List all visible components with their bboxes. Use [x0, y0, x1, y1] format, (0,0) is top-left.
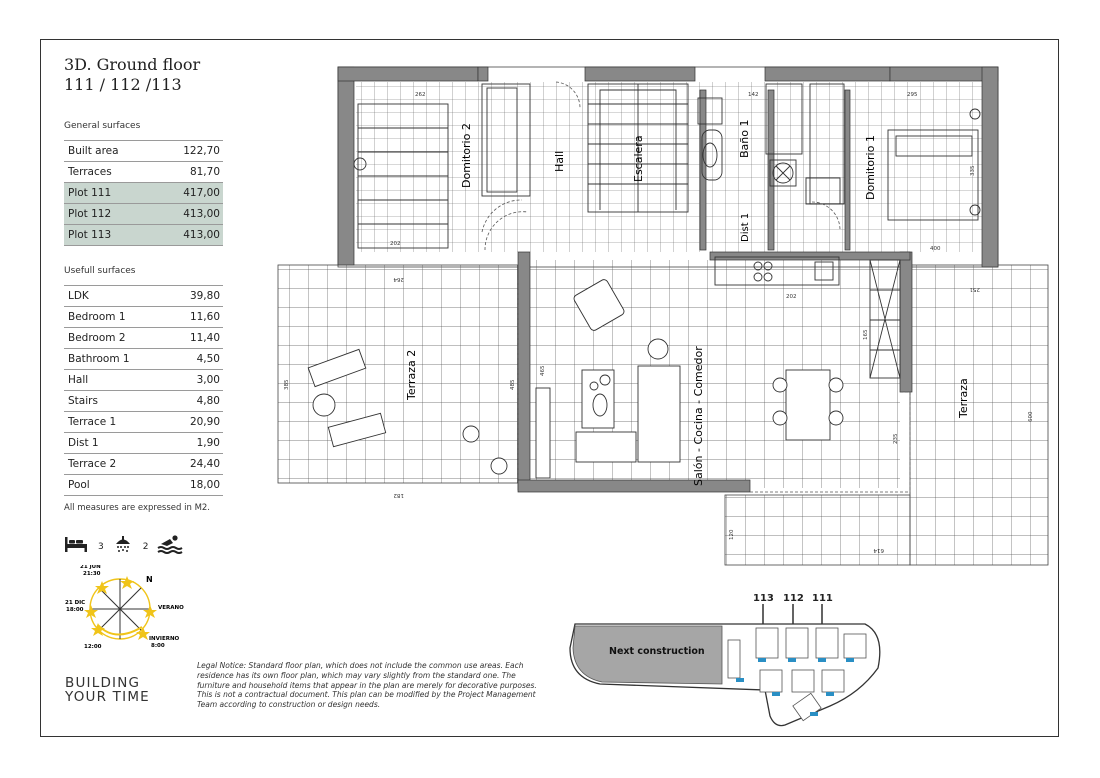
- next-construction-label: Next construction: [609, 646, 705, 657]
- page-title: 3D. Ground floor: [64, 55, 201, 74]
- surface-value: 413,00: [154, 204, 223, 225]
- surface-name: Plot 113: [64, 225, 154, 246]
- brand-line-2: YOUR TIME: [65, 689, 150, 705]
- table-row: [64, 412, 223, 433]
- dim-label: 400: [930, 246, 941, 252]
- surface-value: 24,40: [167, 454, 223, 475]
- dim-label: 262: [415, 92, 426, 98]
- table-row: [64, 204, 223, 225]
- sun-label-winter: INVIERNO: [149, 636, 180, 642]
- dim-label: 485: [510, 379, 516, 390]
- label-bano-1: Baño 1: [738, 119, 751, 158]
- surface-value: 417,00: [154, 183, 223, 204]
- surface-value: 4,80: [167, 391, 223, 412]
- dim-label: 251: [969, 286, 980, 292]
- label-hall: Hall: [553, 150, 566, 172]
- sun-label-jun: 21 JUN: [80, 565, 101, 570]
- label-terraza: Terraza: [957, 378, 970, 418]
- bathroom-count: 2: [142, 541, 149, 552]
- surface-value: 39,80: [167, 286, 223, 307]
- dim-label: 235: [893, 433, 899, 444]
- table-row: [64, 141, 223, 162]
- surface-value: 1,90: [167, 433, 223, 454]
- north-label: N: [146, 575, 153, 584]
- terrace-lower-floor: [725, 495, 910, 565]
- surface-name: Plot 111: [64, 183, 154, 204]
- sun-label-jun-time: 21:30: [83, 571, 101, 577]
- sun-label-summer: VERANO: [158, 605, 184, 611]
- dim-label: 182: [393, 492, 404, 498]
- bed-icon: [64, 535, 88, 553]
- surface-value: 4,50: [167, 349, 223, 370]
- surface-name: Terrace 1: [64, 412, 167, 433]
- measures-note: All measures are expressed in M2.: [64, 503, 211, 513]
- table-row: [64, 183, 223, 204]
- table-row: [64, 349, 223, 370]
- table-row: [64, 433, 223, 454]
- surface-name: Terrace 2: [64, 454, 167, 475]
- surface-name: LDK: [64, 286, 167, 307]
- table-row: [64, 225, 223, 246]
- unit-numbers: 111 / 112 /113: [64, 75, 182, 94]
- label-dormitorio-2: Domitorio 2: [460, 123, 473, 188]
- brand-logo: [65, 676, 150, 704]
- dim-label: 142: [748, 92, 759, 98]
- plot-label-113: 113: [753, 593, 774, 604]
- sun-label-noon: 12:00: [84, 644, 102, 650]
- dim-label: 335: [970, 165, 976, 176]
- legal-notice: Legal Notice: Standard floor plan, which does not include the common use areas. Each residence has its own floor plan, which may vary slightly from the standard one. The furniture and household items that appear in the plan are merely for decorative purposes. This is not a contractual document. This plan can be modified by the Project Management Team according to construction or design needs.: [197, 661, 537, 710]
- site-plan: [560, 588, 890, 728]
- surface-value: 3,00: [167, 370, 223, 391]
- upper-rooms-floor: [356, 82, 988, 252]
- surface-name: Pool: [64, 475, 167, 496]
- surface-value: 11,60: [167, 307, 223, 328]
- bedroom-count: 3: [98, 541, 104, 552]
- surface-name: Bedroom 2: [64, 328, 167, 349]
- dim-label: 295: [907, 92, 918, 98]
- surface-name: Hall: [64, 370, 167, 391]
- table-row: [64, 454, 223, 475]
- amenities-row: [64, 533, 183, 555]
- surface-name: Stairs: [64, 391, 167, 412]
- sun-path-diagram: [60, 565, 195, 655]
- table-row: [64, 370, 223, 391]
- surface-value: 20,90: [167, 412, 223, 433]
- general-surfaces-table: [64, 140, 223, 246]
- dim-label: 385: [284, 379, 290, 390]
- table-row: [64, 328, 223, 349]
- table-row: [64, 307, 223, 328]
- dim-label: 165: [863, 329, 869, 340]
- label-salon-cocina-comedor: Salón - Cocina - Comedor: [692, 346, 705, 486]
- surface-name: Bathroom 1: [64, 349, 167, 370]
- surface-value: 11,40: [167, 328, 223, 349]
- floor-plan: [270, 60, 1050, 570]
- sun-label-dec-time: 18:00: [66, 607, 84, 613]
- table-row: [64, 475, 223, 496]
- sun-label-winter-time: 8:00: [151, 643, 165, 649]
- dim-label: 202: [390, 241, 401, 247]
- surface-value: 122,70: [154, 141, 223, 162]
- surface-name: Built area: [64, 141, 154, 162]
- brand-line-1: BUILDING: [65, 675, 141, 691]
- shower-icon: [113, 534, 133, 554]
- site-plot-labels: [753, 593, 833, 604]
- useful-surfaces-label: Usefull surfaces: [64, 266, 136, 276]
- dim-label: 614: [873, 547, 884, 553]
- label-dist-1: Dist 1: [740, 212, 751, 242]
- surface-name: Dist 1: [64, 433, 167, 454]
- label-dormitorio-1: Domitorio 1: [864, 135, 877, 200]
- plot-label-111: 111: [812, 593, 833, 604]
- surface-value: 81,70: [154, 162, 223, 183]
- label-escalera: Escalera: [632, 135, 645, 182]
- dim-label: 264: [393, 276, 404, 282]
- useful-surfaces-table: [64, 285, 223, 496]
- plot-label-112: 112: [783, 593, 804, 604]
- dim-label: 202: [786, 294, 797, 300]
- surface-name: Terraces: [64, 162, 154, 183]
- sun-label-dec: 21 DIC: [65, 600, 86, 606]
- table-row: [64, 162, 223, 183]
- surface-name: Bedroom 1: [64, 307, 167, 328]
- page-header: [64, 55, 200, 95]
- surface-value: 18,00: [167, 475, 223, 496]
- general-surfaces-label: General surfaces: [64, 121, 141, 131]
- table-row: [64, 286, 223, 307]
- dim-label: 465: [540, 365, 546, 376]
- pool-icon: [157, 534, 183, 554]
- table-row: [64, 391, 223, 412]
- label-terraza-2: Terraza 2: [405, 349, 418, 400]
- dim-label: 120: [729, 529, 735, 540]
- surface-value: 413,00: [154, 225, 223, 246]
- surface-name: Plot 112: [64, 204, 154, 225]
- dim-label: 600: [1028, 411, 1034, 422]
